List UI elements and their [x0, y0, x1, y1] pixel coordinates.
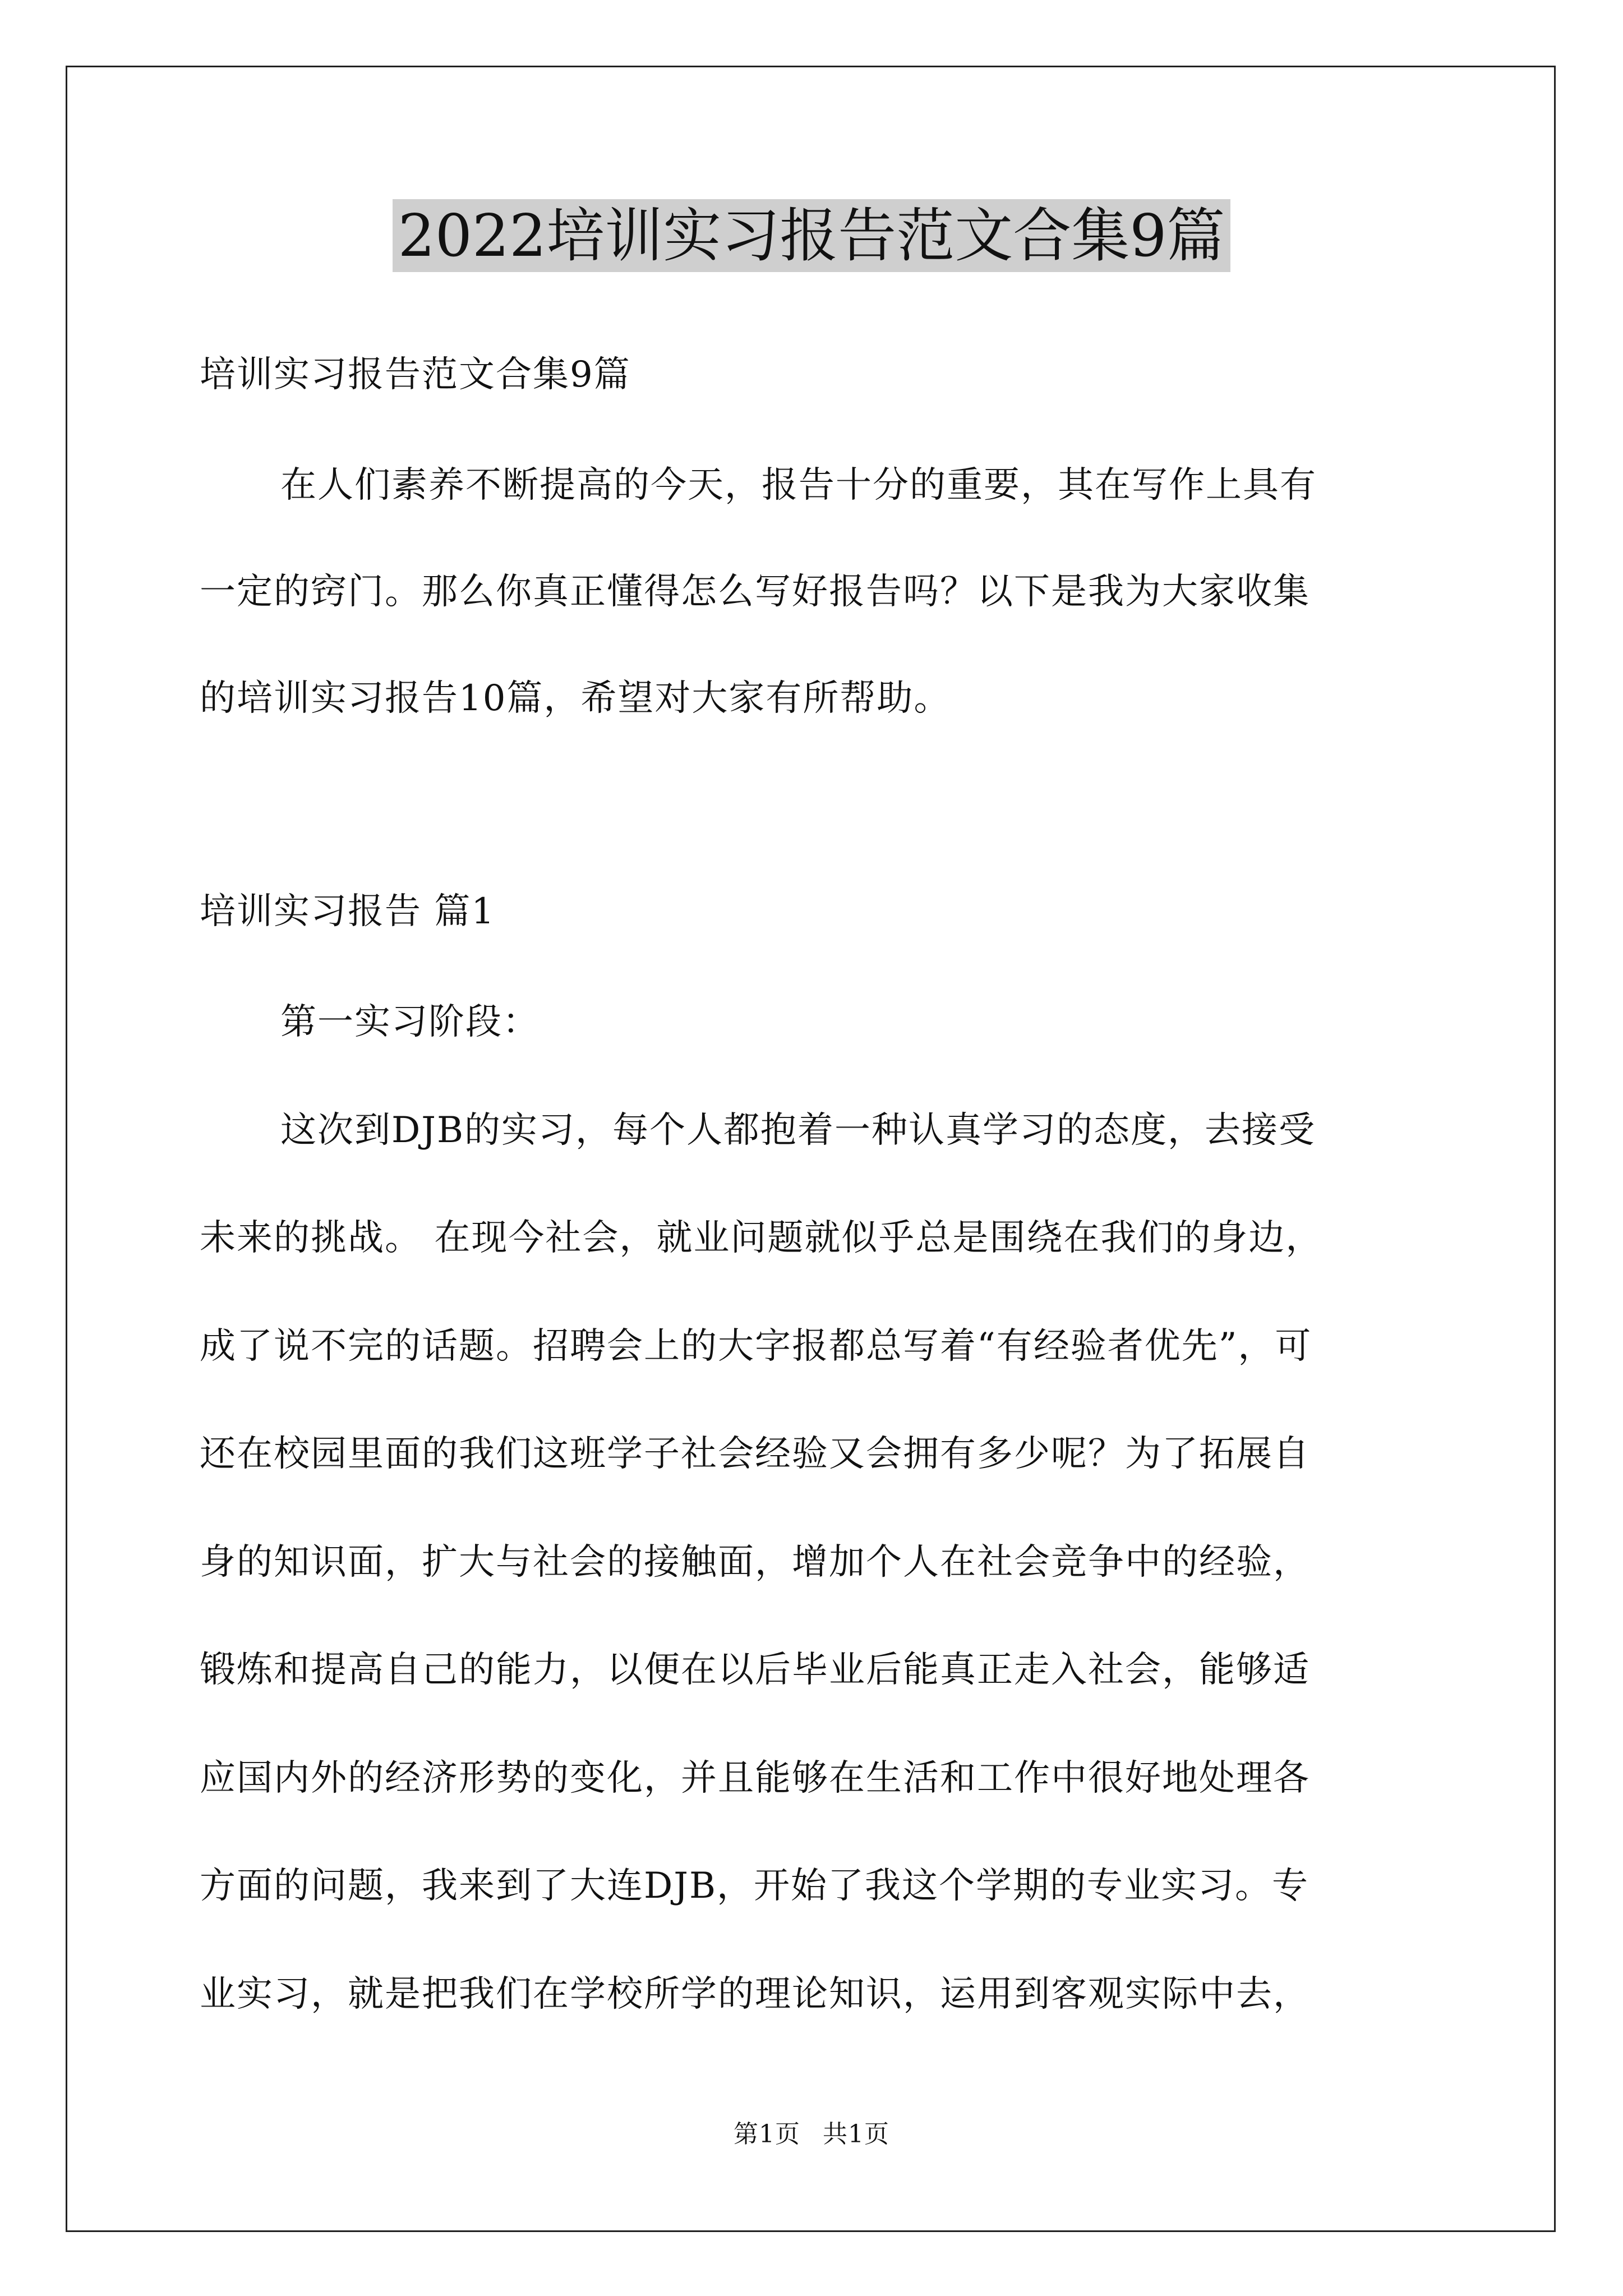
paragraph-line: 身的知识面，扩大与社会的接触面，增加个人在社会竞争中的经验， — [200, 1542, 1310, 1583]
document-title-text: 2022培训实习报告范文合集9篇 — [393, 199, 1231, 272]
paragraph-line: 未来的挑战。 在现今社会，就业问题就似乎总是围绕在我们的身边， — [200, 1217, 1323, 1259]
paragraph-line: 锻炼和提高自己的能力，以便在以后毕业后能真正走入社会，能够适 — [200, 1649, 1310, 1691]
subtitle-line: 培训实习报告范文合集9篇 — [200, 354, 631, 395]
paragraph-line: 的培训实习报告10篇，希望对大家有所帮助。 — [200, 678, 951, 719]
paragraph-line: 应国内外的经济形势的变化，并且能够在生活和工作中很好地处理各 — [200, 1757, 1310, 1799]
page-number: 第1页 — [734, 2120, 800, 2148]
paragraph-line: 第一实习阶段： — [280, 1001, 540, 1043]
paragraph-line: 在人们素养不断提高的今天，报告十分的重要，其在写作上具有 — [280, 464, 1317, 506]
paragraph-line: 方面的问题，我来到了大连DJB，开始了我这个学期的专业实习。专 — [200, 1865, 1309, 1907]
section-heading: 培训实习报告 篇1 — [200, 891, 496, 932]
page-footer — [0, 2118, 1623, 2151]
paragraph-line: 还在校园里面的我们这班学子社会经验又会拥有多少呢？为了拓展自 — [200, 1433, 1310, 1475]
paragraph-line: 成了说不完的话题。招聘会上的大字报都总写着“有经验者优先”，可 — [200, 1326, 1312, 1367]
page-total: 共1页 — [823, 2120, 889, 2148]
paragraph-line: 业实习，就是把我们在学校所学的理论知识，运用到客观实际中去， — [200, 1973, 1310, 2015]
paragraph-line: 一定的窍门。那么你真正懂得怎么写好报告吗？以下是我为大家收集 — [200, 571, 1310, 613]
paragraph-line: 这次到DJB的实习，每个人都抱着一种认真学习的态度，去接受 — [280, 1110, 1316, 1151]
document-title — [0, 196, 1623, 275]
